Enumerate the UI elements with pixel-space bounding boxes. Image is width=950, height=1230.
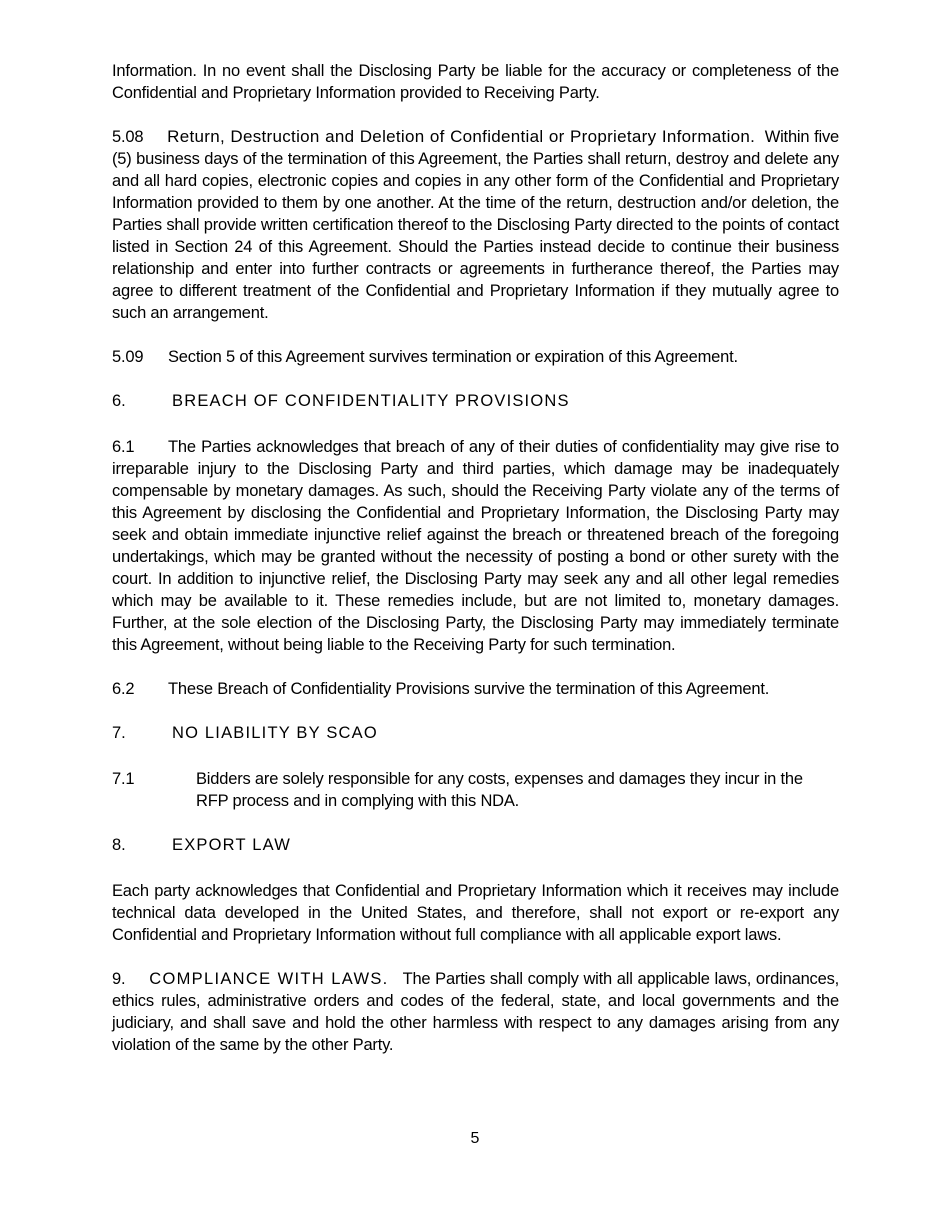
heading-8-number: 8. bbox=[112, 836, 126, 854]
section-6-2 bbox=[112, 678, 839, 700]
page-number: 5 bbox=[470, 1130, 480, 1147]
section-6-1 bbox=[112, 436, 839, 656]
section-5-08-body: Within five (5) business days of the termination of this Agreement, the Parties shall return, destroy and delete any and all hard copies, electronic copies and copies in any other form of the Confidential and Proprietary Information provided to them by one another. At the time of the return, destruction and/or deletion, the Parties shall provide written certification thereof to the Disclosing Party directed to the points of contact listed in Section 24 of this Agreement. Should the Parties instead decide to continue their business relationship and enter into further contracts or agreements in furtherance thereof, the Parties may agree to different treatment of the Confidential and Proprietary Information if they mutually agree to such an arrangement. bbox=[112, 128, 839, 322]
heading-8-title: EXPORT LAW bbox=[172, 836, 291, 854]
section-7-1-body: Bidders are solely responsible for any costs, expenses and damages they incur in the RFP process and in complying with this NDA. bbox=[196, 770, 803, 810]
section-7-1-number: 7.1 bbox=[112, 770, 135, 788]
heading-6-number: 6. bbox=[112, 392, 126, 410]
section-5-09-body: Section 5 of this Agreement survives termination or expiration of this Agreement. bbox=[168, 348, 738, 366]
heading-8 bbox=[112, 834, 839, 856]
section-9-body: The Parties shall comply with all applicable laws, ordinances, ethics rules, administrative orders and codes of the federal, state, and local governments and the judiciary, and shall save and hold the other harmless with respect to any damages arising from any violation of the same by the other Party. bbox=[112, 970, 840, 1054]
section-9-title: COMPLIANCE WITH LAWS. bbox=[149, 970, 389, 988]
section-9 bbox=[112, 968, 839, 1056]
heading-7-title: NO LIABILITY BY SCAO bbox=[172, 724, 378, 742]
section-5-08-number: 5.08 bbox=[112, 128, 144, 146]
heading-7 bbox=[112, 722, 839, 744]
heading-7-number: 7. bbox=[112, 724, 126, 742]
section-7-1 bbox=[112, 768, 839, 812]
section-9-number: 9. bbox=[112, 970, 126, 988]
section-6-2-number: 6.2 bbox=[112, 680, 135, 698]
section-5-08 bbox=[112, 126, 839, 324]
section-6-1-number: 6.1 bbox=[112, 438, 135, 456]
section-5-08-title: Return, Destruction and Deletion of Confidential or Proprietary Information. bbox=[167, 127, 756, 146]
section-6-2-body: These Breach of Confidentiality Provisions survive the termination of this Agreement. bbox=[168, 680, 770, 698]
section-6-1-body: The Parties acknowledges that breach of any of their duties of confidentiality may give rise to irreparable injury to the Disclosing Party and third parties, which damage may be inadequately compensable by monetary damages. As such, should the Receiving Party violate any of the terms of this Agreement by disclosing the Confidential and Proprietary Information, the Disclosing Party may seek and obtain immediate injunctive relief against the breach or threatened breach of the foregoing undertakings, which may be granted without the necessity of posting a bond or other surety with the court. In addition to injunctive relief, the Disclosing Party may seek any and all other legal remedies which may be available to it. These remedies include, but are not limited to, monetary damages. Further, at the sole election of the Disclosing Party, the Disclosing Party may immediately terminate this Agreement, without being liable to the Receiving Party for such termination. bbox=[112, 438, 839, 654]
heading-6 bbox=[112, 390, 839, 412]
heading-6-title: BREACH OF CONFIDENTIALITY PROVISIONS bbox=[172, 392, 570, 410]
export-paragraph: Each party acknowledges that Confidential and Proprietary Information which it receives may include technical data developed in the United States, and therefore, shall not export or re-export any Confidential and Proprietary Information without full compliance with all applicable export laws. bbox=[112, 882, 839, 944]
document-page bbox=[112, 60, 839, 1078]
intro-paragraph: Information. In no event shall the Disclosing Party be liable for the accuracy or completeness of the Confidential and Proprietary Information provided to Receiving Party. bbox=[112, 62, 839, 102]
section-5-09 bbox=[112, 346, 839, 368]
section-5-09-number: 5.09 bbox=[112, 348, 144, 366]
